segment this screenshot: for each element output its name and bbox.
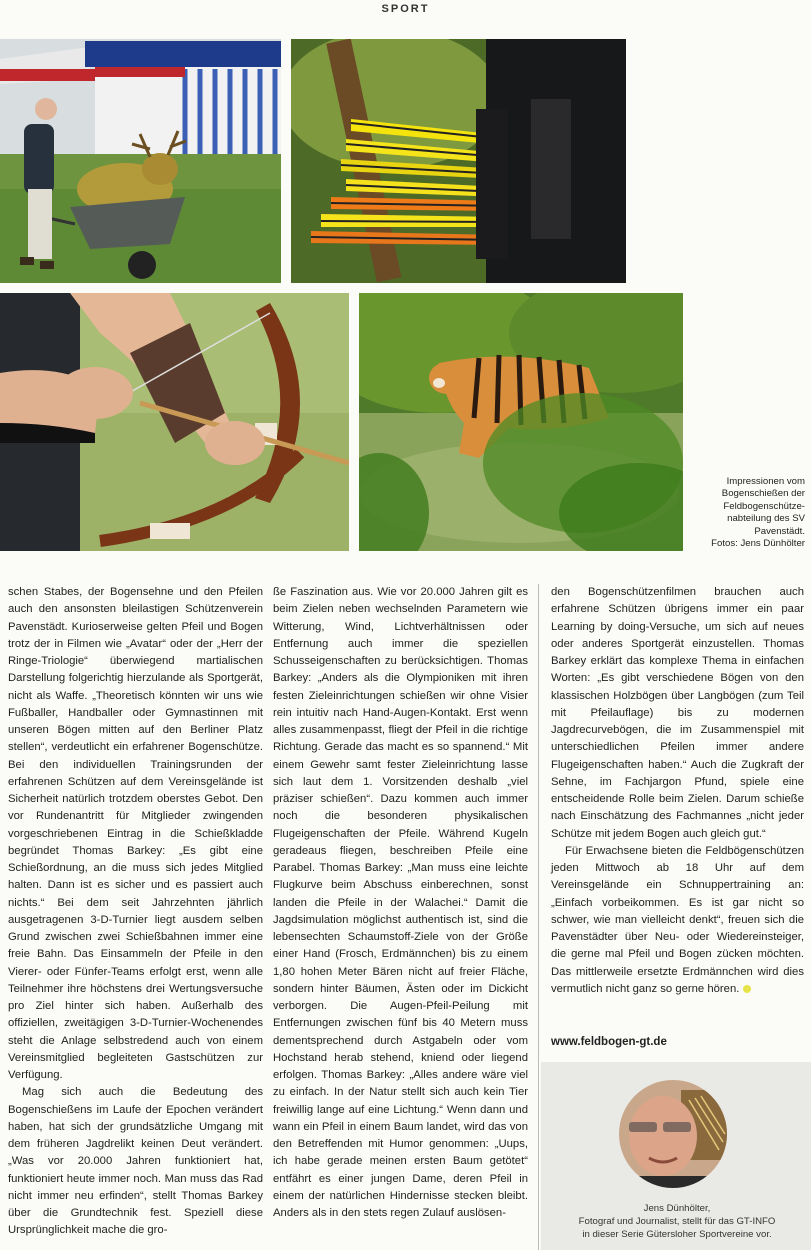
end-mark-icon (743, 985, 751, 993)
article-column-2 (273, 584, 528, 1222)
column-divider (538, 584, 539, 1250)
paragraph: schen Stabes, der Bogensehne und den Pfeilen auch den ansonsten bleilastigen Schützenverein Pavenstädt. Kurioserweise gelten Pfeil und Bogen trotz der in Filmen wie „Avatar“ oder der „Herr der Ringe-Triologie“ überwiegend martialischen Darstellung folgerichtig hierzulande als Sportgerät, nicht als Waffe. „Theoretisch könnten wir uns wie Fußballer, Handballer oder Gymnastinnen mit unseren Bögen mitten auf den Berliner Platz stellen“, verdeutlicht ein erfahrener Bogenschütze. Bei den individuellen Trainingsrunden der erfahrenen Schützen auf dem Vereinsgelände ist Sicherheit natürlich trotzdem oberstes Gebot. Den vor Rundenantritt für Mitglieder zwingenden vorgeschriebenen Eintrag in die Schießkladde begründet Thomas Barkey: „Es gibt eine Schießordnung, an die muss sich jedes Mitglied halten. Dann ist es sicher und es passiert auch nichts.“ Bei dem seit Jahrzehnten jährlich ausgetragenen 3-D-Turnier liegt ausdem selben Grund zwischen zwei Schießbahnen immer eine freie Bahn. Das Einsammeln der Pfeile in den Vierer- oder Fünfer-Teams erfolgt erst, wenn alle Teilnehmer ihre höchstens drei Wertungsversuche pro Ziel hinter sich haben. Außerhalb des offiziellen, zweitägigen 3-D-Turnier-Wochenendes steht die Anlage selbstredend auch von einem Vereinsmitglied begleiteten Gastschützen zur Verfügung. (8, 586, 263, 1081)
paragraph: Mag sich auch die Bedeutung des Bogenschießens im Laufe der Epochen verändert haben, hat sich der grundsätzliche Umgang mit dem früheren Jagdrelikt keinen Deut verändert. „Was vor 20.000 Jahren funktioniert hat, funktioniert heute immer noch. Man muss das Rad nicht immer neu erfinden“, stellt Thomas Barkey über die Grundtechnik fest. Speziell diese Ursprünglichkeit mache die gro- (8, 1086, 263, 1237)
paragraph: ße Faszination aus. Wie vor 20.000 Jahren gilt es beim Zielen neben wechselnden Parametern wie Witterung, Wind, Lichtverhältnissen oder Entfernung auch immer die speziellen Schusseigenschaften zu berücksichtigen. Thomas Barkey: „Anders als die Olympioniken mit ihren festen Zieleinrichtungen schießen wir ohne Visier rein intuitiv nach Hand-Augen-Kontakt. Erst wenn alles zusammenpasst, fliegt der Pfeil in die richtige Richtung. Gerade das macht es so spannend.“ Mit einem Gewehr samt fester Zieleinrichtung lasse sich laut dem 1. Vorsitzenden deshalb „viel präziser schießen“. Dazu kommen auch immer noch die besonderen physikalischen Flugeigenschaften der Pfeile. Während Kugeln geradeaus fliegen, beschreiben Pfeile eine Parabel. Thomas Barkey: „Man muss eine leichte Flugkurve beim Abschuss einberechnen, sonst landen die Pfeile in der Walachei.“ Damit die Jagdsimulation möglichst authentisch ist, sind die lebensechten Schaumstoff-Ziele von der Größe einer Hand (Frosch, Erdmännchen) bis zu einem 1,80 hohen Meter Bären nicht auf freier Fläche, sondern hinter Bäumen, Ästen oder im Dickicht verborgen. Die Augen-Pfeil-Peilung mit Entfernungen zwischen fünf bis 40 Metern muss dementsprechend durch Astgabeln oder vom Hochstand herab stehend, kniend oder liegend erfolgen. Thomas Barkey: „Alles andere wäre viel zu einfach. In der Natur stellt sich auch kein Tier freiwillig lange auf eine Lichtung.“ Wenn dann und wann ein Pfeil in einem Baum landet, wird das von den Betreffenden mit Humor genommen: „Uups, ich habe gerade meinen ersten Baum getötet“ entfährt es einer jungen Dame, deren Pfeil in einem der natürlichen Hindernisse stecken bleibt. Anders als in den stets regen Zulauf auslösen- (273, 586, 528, 1219)
author-name: Jens Dünhölter, (643, 1203, 711, 1214)
caption-line: Bogenschießen der (721, 488, 805, 500)
paragraph: Für Erwachsene bieten die Feldbögenschützen jeden Mittwoch ab 18 Uhr auf dem Vereinsgelände ein Schnuppertraining an: „Einfach vorbeikommen. Es ist gar nicht so schwer, wie man vielleicht denkt“, freuen sich die Pavenstädter über Neu- oder Wiedereinsteiger, die gerne mal Pfeil und Bogen zücken möchten. Das mittlerweile ersetzte Erdmännchen wird dies vermutlich nicht ganz so gerne hören. (551, 844, 804, 995)
article-column-3 (551, 584, 804, 998)
section-heading: SPORT (381, 3, 430, 15)
caption-line: Feldbogenschütze- (723, 500, 805, 512)
photo-archer-bow (0, 293, 349, 551)
author-bio (549, 1202, 805, 1241)
caption-line: nabteilung des SV (727, 513, 805, 525)
author-role: in dieser Serie Gütersloher Sportvereine vor. (582, 1229, 772, 1240)
author-box (541, 1062, 811, 1250)
author-role: Fotograf und Journalist, stellt für das GT-INFO (578, 1216, 776, 1227)
photo-quiver-arrows (291, 39, 626, 283)
author-avatar (619, 1080, 727, 1188)
caption-line: Impressionen vom (726, 476, 805, 487)
paragraph: den Bogenschützenfilmen brauchen auch erfahrene Schützen übrigens immer ein paar Learning by doing-Versuche, um sich auf neues oder anderes Sportgerät einzustellen. Thomas Barkey erklärt das komplexe Thema in einfachen Worten: „Es gibt verschiedene Bögen von den klassischen Holzbögen über Langbögen (zum Teil mit Pfeilauflage) bis zu modernen Jagdrecurvebögen, die im Zusammenspiel mit unterschiedlichen Pfeilen immer andere Flugeigenschaften haben.“ Auch die Zugkraft der Sehne, im Fachjargon Pfund, spiele eine entscheidende Rolle beim Zielen. Darum schieße nach Einschätzung des Fachmannes „nicht jeder Schütze mit jedem Bogen auch gleich gut.“ (551, 586, 804, 840)
photo-caption (693, 476, 805, 550)
caption-line: Pavenstädt. (754, 525, 805, 537)
article-column-1 (8, 584, 263, 1240)
caption-credit: Fotos: Jens Dünhölter (711, 538, 805, 550)
photo-wheelbarrow-deer (0, 39, 281, 283)
photo-tiger-target (359, 293, 683, 551)
website-link[interactable]: www.feldbogen-gt.de (551, 1036, 667, 1048)
